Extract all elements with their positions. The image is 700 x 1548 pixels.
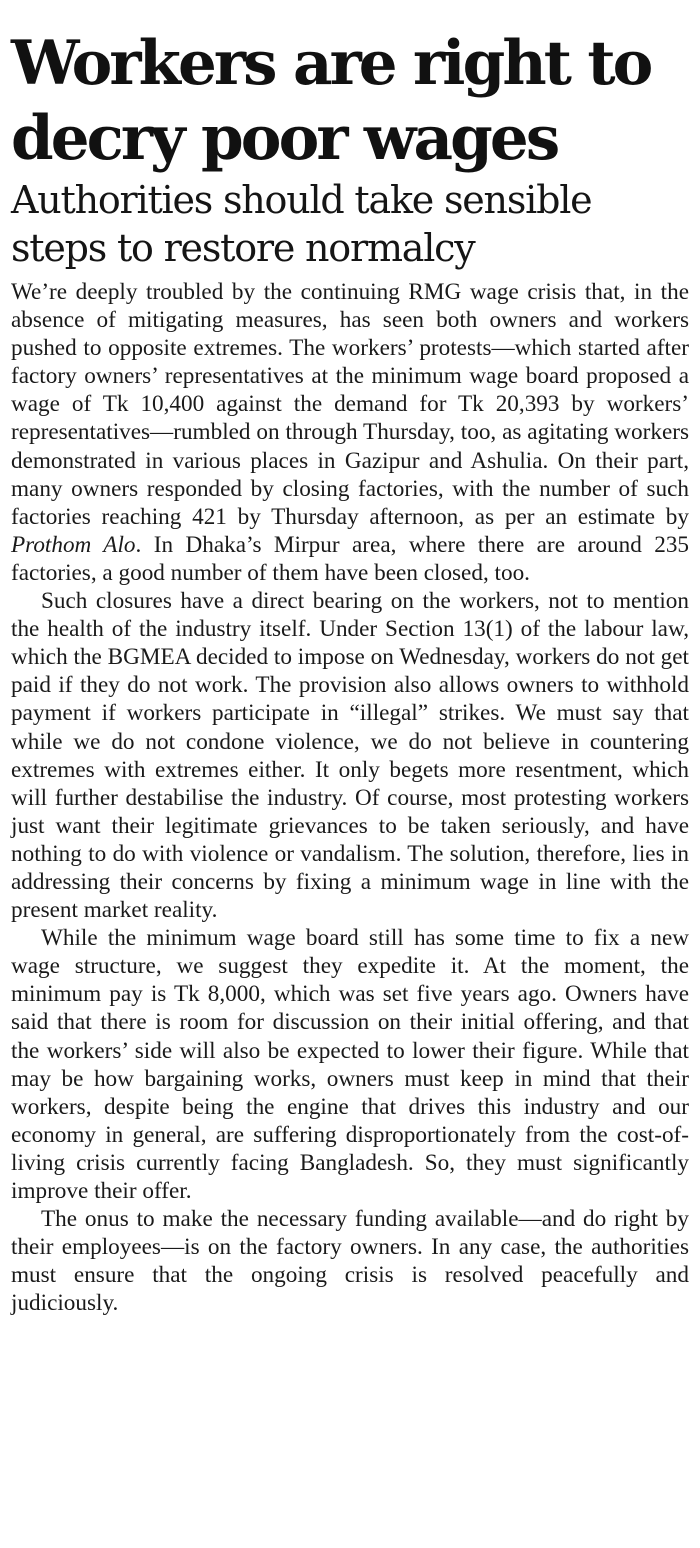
paragraph-2: Such closures have a direct bearing on the workers, not to mention the health of the industry itself. Under Section 13(1) of the labour law, which the BGMEA decided to impose on Wednesday, workers do not get paid if they do not work. The provision also allows owners to withhold payment if workers participate in “illegal” strikes. We must say that while we do not condone violence, we do not believe in countering extremes with extremes either. It only begets more resentment, which will further destabilise the industry. Of course, most protesting workers just want their legitimate grievances to be taken seriously, and have nothing to do with violence or vandalism. The solution, therefore, lies in addressing their concerns by fixing a minimum wage in line with the present market reality.	[11, 588, 689, 924]
publication-name: Prothom Alo	[11, 531, 136, 558]
subheadline: Authorities should take sensible steps to restore normalcy	[11, 178, 592, 270]
paragraph-3: While the minimum wage board still has some time to fix a new wage structure, we suggest they expedite it. At the moment, the minimum pay is Tk 8,000, which was set five years ago. Owners have said that there is room for discussion on their initial offering, and that the workers’ side will also be expected to lower their figure. While that may be how bargaining works, owners must keep in mind that their workers, despite being the engine that drives this industry and our economy in general, are suffering disproportionately from the cost-of-living crisis currently facing Bangladesh. So, they must significantly improve their offer.	[11, 925, 689, 1204]
paragraph-4: The onus to make the necessary funding available—and do right by their employees—is on the factory owners. In any case, the authorities must ensure that the ongoing crisis is resolved peacefully and judiciously.	[11, 1206, 689, 1317]
article-body	[11, 278, 689, 1317]
editorial-article	[11, 0, 689, 1317]
paragraph-1-text-end: . In Dhaka’s Mirpur area, where there are around 235 factories, a good number of them have been closed, too.	[11, 531, 690, 586]
headline: Workers are right to decry poor wages	[11, 28, 651, 174]
paragraph-1	[11, 278, 689, 587]
paragraph-1-text: We’re deeply troubled by the continuing RMG wage crisis that, in the absence of mitigating measures, has seen both owners and workers pushed to opposite extremes. The workers’ protests—which started after factory owners’ representatives at the minimum wage board proposed a wage of Tk 10,400 against the demand for Tk 20,393 by workers’ representatives—rumbled on through Thursday, too, as agitating workers demonstrated in various places in Gazipur and Ashulia. On their part, many owners responded by closing factories, with the number of such factories reaching 421 by Thursday afternoon, as per an estimate by	[11, 279, 689, 530]
